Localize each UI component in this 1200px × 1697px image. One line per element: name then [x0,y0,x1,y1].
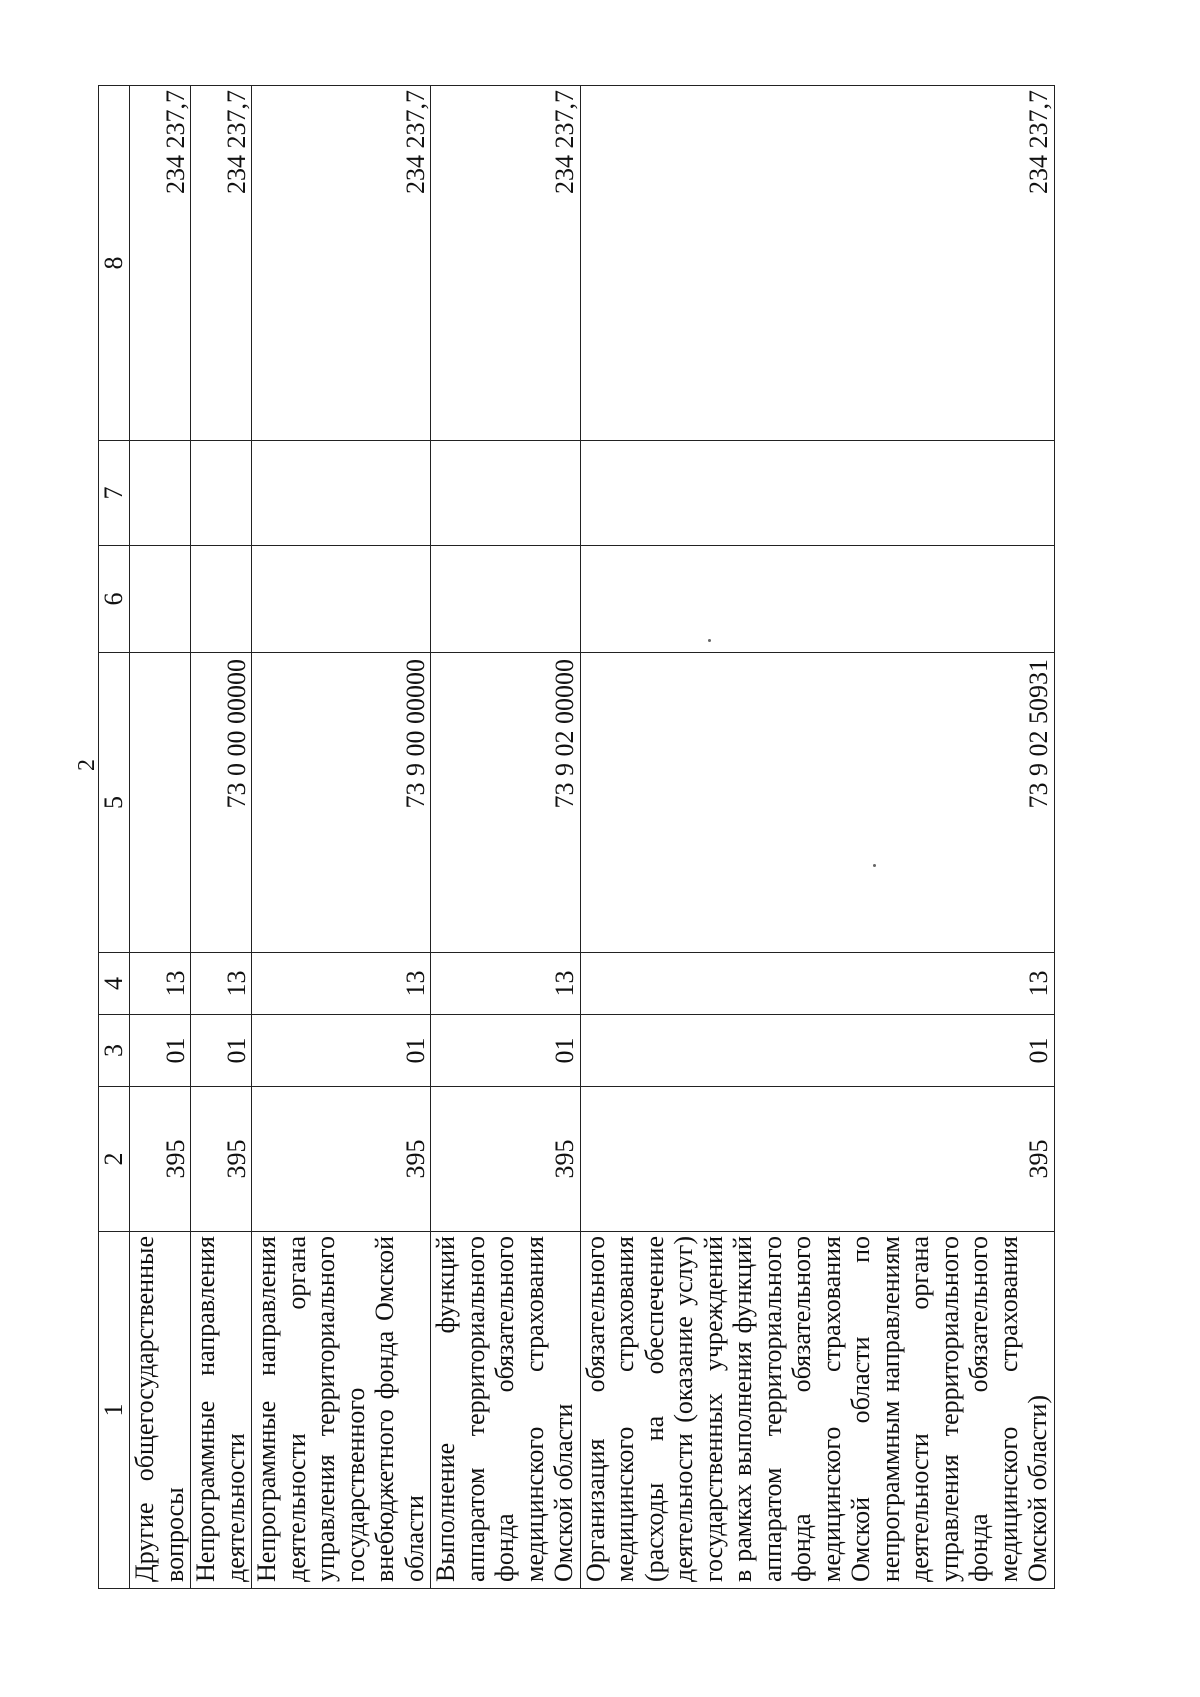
section-code: 01 [431,1015,581,1087]
column-number-row [99,86,130,1589]
section-code: 01 [580,1015,1054,1087]
subsection-code: 13 [252,953,431,1015]
expense-name: Другие общегосударственные вопросы [130,1232,191,1589]
expense-name: Выполнение функций аппаратом территориального фонда обязательного медицинского страхования Омской области [431,1232,581,1589]
column-number: 4 [99,953,130,1015]
expense-type-code [431,546,581,653]
table-row [580,86,1054,1589]
expense-type-code [252,546,431,653]
column-7-value [191,441,252,546]
admin-code: 395 [130,1087,191,1232]
amount: 234 237,7 [580,86,1054,441]
budget-table [98,85,1055,1589]
amount: 234 237,7 [431,86,581,441]
column-number: 5 [99,653,130,953]
admin-code: 395 [252,1087,431,1232]
amount: 234 237,7 [191,86,252,441]
page-number: 2 [74,759,100,771]
admin-code: 395 [191,1087,252,1232]
expense-type-code [191,546,252,653]
scan-speck [708,639,711,642]
target-article-code: 73 0 00 00000 [191,653,252,953]
table-row [252,86,431,1589]
column-number: 6 [99,546,130,653]
section-code: 01 [191,1015,252,1087]
expense-name: Непрограммные направления деятельности [191,1232,252,1589]
column-number: 2 [99,1087,130,1232]
table-row [191,86,252,1589]
column-7-value [580,441,1054,546]
target-article-code: 73 9 02 00000 [431,653,581,953]
amount: 234 237,7 [130,86,191,441]
column-number: 1 [99,1232,130,1589]
table-row [130,86,191,1589]
expense-name: Непрограммные направления деятельности органа управления территориального государственного внебюджетного фонда Омской области [252,1232,431,1589]
subsection-code: 13 [580,953,1054,1015]
amount: 234 237,7 [252,86,431,441]
table-row [431,86,581,1589]
expense-type-code [580,546,1054,653]
section-code: 01 [130,1015,191,1087]
column-number: 8 [99,86,130,441]
target-article-code: 73 9 02 50931 [580,653,1054,953]
subsection-code: 13 [431,953,581,1015]
column-number: 3 [99,1015,130,1087]
subsection-code: 13 [191,953,252,1015]
admin-code: 395 [431,1087,581,1232]
expense-name: Организация обязательного медицинского страхования (расходы на обеспечение деятельности (оказание услуг) государственных учреждений в рамках выполнения функций аппаратом территориального фонда обязательного медицинского страхования Омской области по непрограммным направлениям деятельности органа управления территориального фонда обязательного медицинского страхования Омской области) [580,1232,1054,1589]
column-number: 7 [99,441,130,546]
scan-speck [873,864,876,867]
target-article-code: 73 9 00 00000 [252,653,431,953]
section-code: 01 [252,1015,431,1087]
column-7-value [252,441,431,546]
subsection-code: 13 [130,953,191,1015]
column-7-value [130,441,191,546]
target-article-code [130,653,191,953]
expense-type-code [130,546,191,653]
column-7-value [431,441,581,546]
admin-code: 395 [580,1087,1054,1232]
